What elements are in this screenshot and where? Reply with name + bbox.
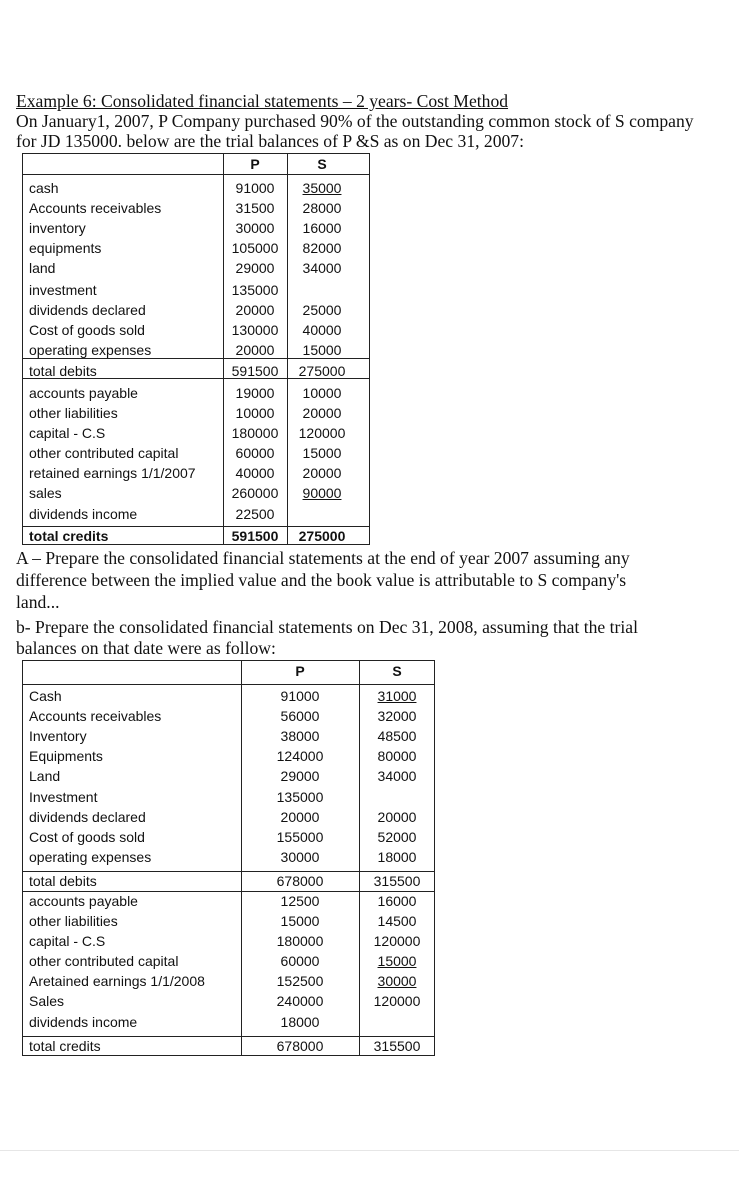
row-label: other contributed capital bbox=[29, 953, 179, 969]
value-s: 40000 bbox=[302, 322, 342, 338]
row-label: Land bbox=[29, 768, 61, 784]
trial-balance-2007-table bbox=[22, 153, 370, 545]
table-row bbox=[23, 971, 434, 991]
col-header-s: S bbox=[317, 156, 327, 172]
row-label: dividends income bbox=[29, 506, 138, 522]
value-s: 28000 bbox=[302, 200, 342, 216]
table-row bbox=[23, 1036, 434, 1056]
value-p: 91000 bbox=[235, 180, 275, 196]
table-row bbox=[23, 403, 369, 423]
table-row bbox=[23, 787, 434, 807]
value-p: 30000 bbox=[280, 849, 320, 865]
table-row bbox=[23, 258, 369, 278]
value-s: 10000 bbox=[302, 385, 342, 401]
row-label: other liabilities bbox=[29, 913, 118, 929]
table-row bbox=[23, 871, 434, 891]
table-row bbox=[23, 951, 434, 971]
value-p: 135000 bbox=[231, 282, 279, 298]
value-p: 20000 bbox=[235, 302, 275, 318]
row-label: operating expenses bbox=[29, 342, 152, 358]
row-label: cash bbox=[29, 180, 59, 196]
row-label: retained earnings 1/1/2007 bbox=[29, 465, 196, 481]
example-title: Example 6: Consolidated financial statements – 2 years- Cost Method bbox=[16, 91, 509, 111]
value-p: 260000 bbox=[231, 485, 279, 501]
value-s: 82000 bbox=[302, 240, 342, 256]
table-row bbox=[23, 504, 369, 524]
value-s: 315500 bbox=[373, 873, 421, 889]
value-p: 29000 bbox=[235, 260, 275, 276]
part-a-line-3: land... bbox=[16, 592, 60, 612]
value-s: 18000 bbox=[377, 849, 417, 865]
row-label: Accounts receivables bbox=[29, 708, 162, 724]
row-label: Cash bbox=[29, 688, 62, 704]
value-p: 180000 bbox=[276, 933, 324, 949]
col-header-p: P bbox=[250, 156, 260, 172]
value-p: 29000 bbox=[280, 768, 320, 784]
value-p: 60000 bbox=[280, 953, 320, 969]
table-row bbox=[23, 827, 434, 847]
table-row bbox=[23, 483, 369, 503]
col-header-p: P bbox=[295, 663, 305, 679]
value-p: 40000 bbox=[235, 465, 275, 481]
value-p: 591500 bbox=[231, 528, 279, 544]
table-row bbox=[23, 383, 369, 403]
row-label: Accounts receivables bbox=[29, 200, 162, 216]
value-p: 678000 bbox=[276, 873, 324, 889]
table-row bbox=[23, 178, 369, 198]
value-s: 275000 bbox=[298, 528, 346, 544]
value-p: 31500 bbox=[235, 200, 275, 216]
row-label: Sales bbox=[29, 993, 65, 1009]
value-s: 15000 bbox=[302, 445, 342, 461]
value-p: 135000 bbox=[276, 789, 324, 805]
value-s: 52000 bbox=[377, 829, 417, 845]
table-row bbox=[23, 443, 369, 463]
table-row bbox=[23, 891, 434, 911]
table-row bbox=[23, 526, 369, 546]
row-label: other contributed capital bbox=[29, 445, 179, 461]
row-label: investment bbox=[29, 282, 97, 298]
value-p: 20000 bbox=[235, 342, 275, 358]
row-label: Cost of goods sold bbox=[29, 829, 145, 845]
table-row bbox=[23, 238, 369, 258]
table-row bbox=[23, 423, 369, 443]
value-p: 105000 bbox=[231, 240, 279, 256]
table-row bbox=[23, 1012, 434, 1032]
intro-line-2: for JD 135000. below are the trial balances of P &S as on Dec 31, 2007: bbox=[16, 131, 524, 151]
table-row bbox=[23, 218, 369, 238]
value-p: 10000 bbox=[235, 405, 275, 421]
table-row bbox=[23, 807, 434, 827]
row-label: Inventory bbox=[29, 728, 87, 744]
table-row bbox=[23, 280, 369, 300]
row-label: total debits bbox=[29, 873, 97, 889]
row-label: capital - C.S bbox=[29, 933, 106, 949]
value-s: 20000 bbox=[377, 809, 417, 825]
value-s: 14500 bbox=[377, 913, 417, 929]
value-p: 130000 bbox=[231, 322, 279, 338]
value-p: 152500 bbox=[276, 973, 324, 989]
table-row bbox=[23, 991, 434, 1011]
part-b-line-1: b- Prepare the consolidated financial statements on Dec 31, 2008, assuming that the trial bbox=[16, 617, 638, 637]
row-label: total credits bbox=[29, 1038, 101, 1054]
value-p: 240000 bbox=[276, 993, 324, 1009]
value-s: 30000 bbox=[377, 973, 417, 989]
value-s: 16000 bbox=[302, 220, 342, 236]
value-s: 35000 bbox=[302, 180, 342, 196]
row-label: Equipments bbox=[29, 748, 103, 764]
table-row bbox=[23, 463, 369, 483]
value-p: 591500 bbox=[231, 363, 279, 379]
row-label: other liabilities bbox=[29, 405, 118, 421]
table-row bbox=[23, 361, 369, 381]
table-row bbox=[23, 706, 434, 726]
row-label: operating expenses bbox=[29, 849, 152, 865]
value-p: 30000 bbox=[235, 220, 275, 236]
value-p: 155000 bbox=[276, 829, 324, 845]
value-s: 34000 bbox=[377, 768, 417, 784]
table-row bbox=[23, 911, 434, 931]
value-s: 80000 bbox=[377, 748, 417, 764]
row-label: Investment bbox=[29, 789, 98, 805]
value-s: 15000 bbox=[302, 342, 342, 358]
value-s: 32000 bbox=[377, 708, 417, 724]
row-label: Cost of goods sold bbox=[29, 322, 145, 338]
row-label: Aretained earnings 1/1/2008 bbox=[29, 973, 205, 989]
row-label: equipments bbox=[29, 240, 102, 256]
table-row bbox=[23, 847, 434, 867]
value-s: 275000 bbox=[298, 363, 346, 379]
table-row bbox=[23, 766, 434, 786]
value-s: 15000 bbox=[377, 953, 417, 969]
row-label: capital - C.S bbox=[29, 425, 106, 441]
table-row bbox=[23, 931, 434, 951]
value-s: 16000 bbox=[377, 893, 417, 909]
row-label: dividends income bbox=[29, 1014, 138, 1030]
value-s: 120000 bbox=[373, 993, 421, 1009]
value-s: 34000 bbox=[302, 260, 342, 276]
value-s: 20000 bbox=[302, 465, 342, 481]
value-s: 20000 bbox=[302, 405, 342, 421]
value-p: 15000 bbox=[280, 913, 320, 929]
part-a-line-1: A – Prepare the consolidated financial statements at the end of year 2007 assuming any bbox=[16, 548, 630, 568]
table-row bbox=[23, 340, 369, 360]
trial-balance-2008-table bbox=[22, 660, 435, 1056]
value-s: 31000 bbox=[377, 688, 417, 704]
row-label: inventory bbox=[29, 220, 86, 236]
value-p: 20000 bbox=[280, 809, 320, 825]
row-label: total debits bbox=[29, 363, 97, 379]
table-row bbox=[23, 746, 434, 766]
value-s: 90000 bbox=[302, 485, 342, 501]
value-p: 38000 bbox=[280, 728, 320, 744]
table-row bbox=[23, 686, 434, 706]
row-label: accounts payable bbox=[29, 893, 138, 909]
value-s: 25000 bbox=[302, 302, 342, 318]
table-row bbox=[23, 198, 369, 218]
col-header-s: S bbox=[392, 663, 402, 679]
row-label: dividends declared bbox=[29, 809, 146, 825]
row-label: dividends declared bbox=[29, 302, 146, 318]
page-bottom-divider bbox=[0, 1150, 739, 1151]
value-s: 315500 bbox=[373, 1038, 421, 1054]
value-p: 60000 bbox=[235, 445, 275, 461]
row-label: sales bbox=[29, 485, 62, 501]
row-label: land bbox=[29, 260, 56, 276]
part-a-line-2: difference between the implied value and the book value is attributable to S company's bbox=[16, 570, 627, 590]
value-p: 12500 bbox=[280, 893, 320, 909]
value-p: 678000 bbox=[276, 1038, 324, 1054]
value-s: 120000 bbox=[298, 425, 346, 441]
value-p: 91000 bbox=[280, 688, 320, 704]
value-p: 19000 bbox=[235, 385, 275, 401]
part-b-line-2: balances on that date were as follow: bbox=[16, 638, 276, 658]
table-row bbox=[23, 320, 369, 340]
row-label: accounts payable bbox=[29, 385, 138, 401]
value-p: 18000 bbox=[280, 1014, 320, 1030]
value-p: 124000 bbox=[276, 748, 324, 764]
table-row bbox=[23, 726, 434, 746]
value-p: 22500 bbox=[235, 506, 275, 522]
table-row bbox=[23, 300, 369, 320]
value-s: 48500 bbox=[377, 728, 417, 744]
row-label: total credits bbox=[29, 528, 109, 544]
value-s: 120000 bbox=[373, 933, 421, 949]
value-p: 180000 bbox=[231, 425, 279, 441]
value-p: 56000 bbox=[280, 708, 320, 724]
intro-line-1: On January1, 2007, P Company purchased 90% of the outstanding common stock of S company bbox=[16, 111, 694, 131]
